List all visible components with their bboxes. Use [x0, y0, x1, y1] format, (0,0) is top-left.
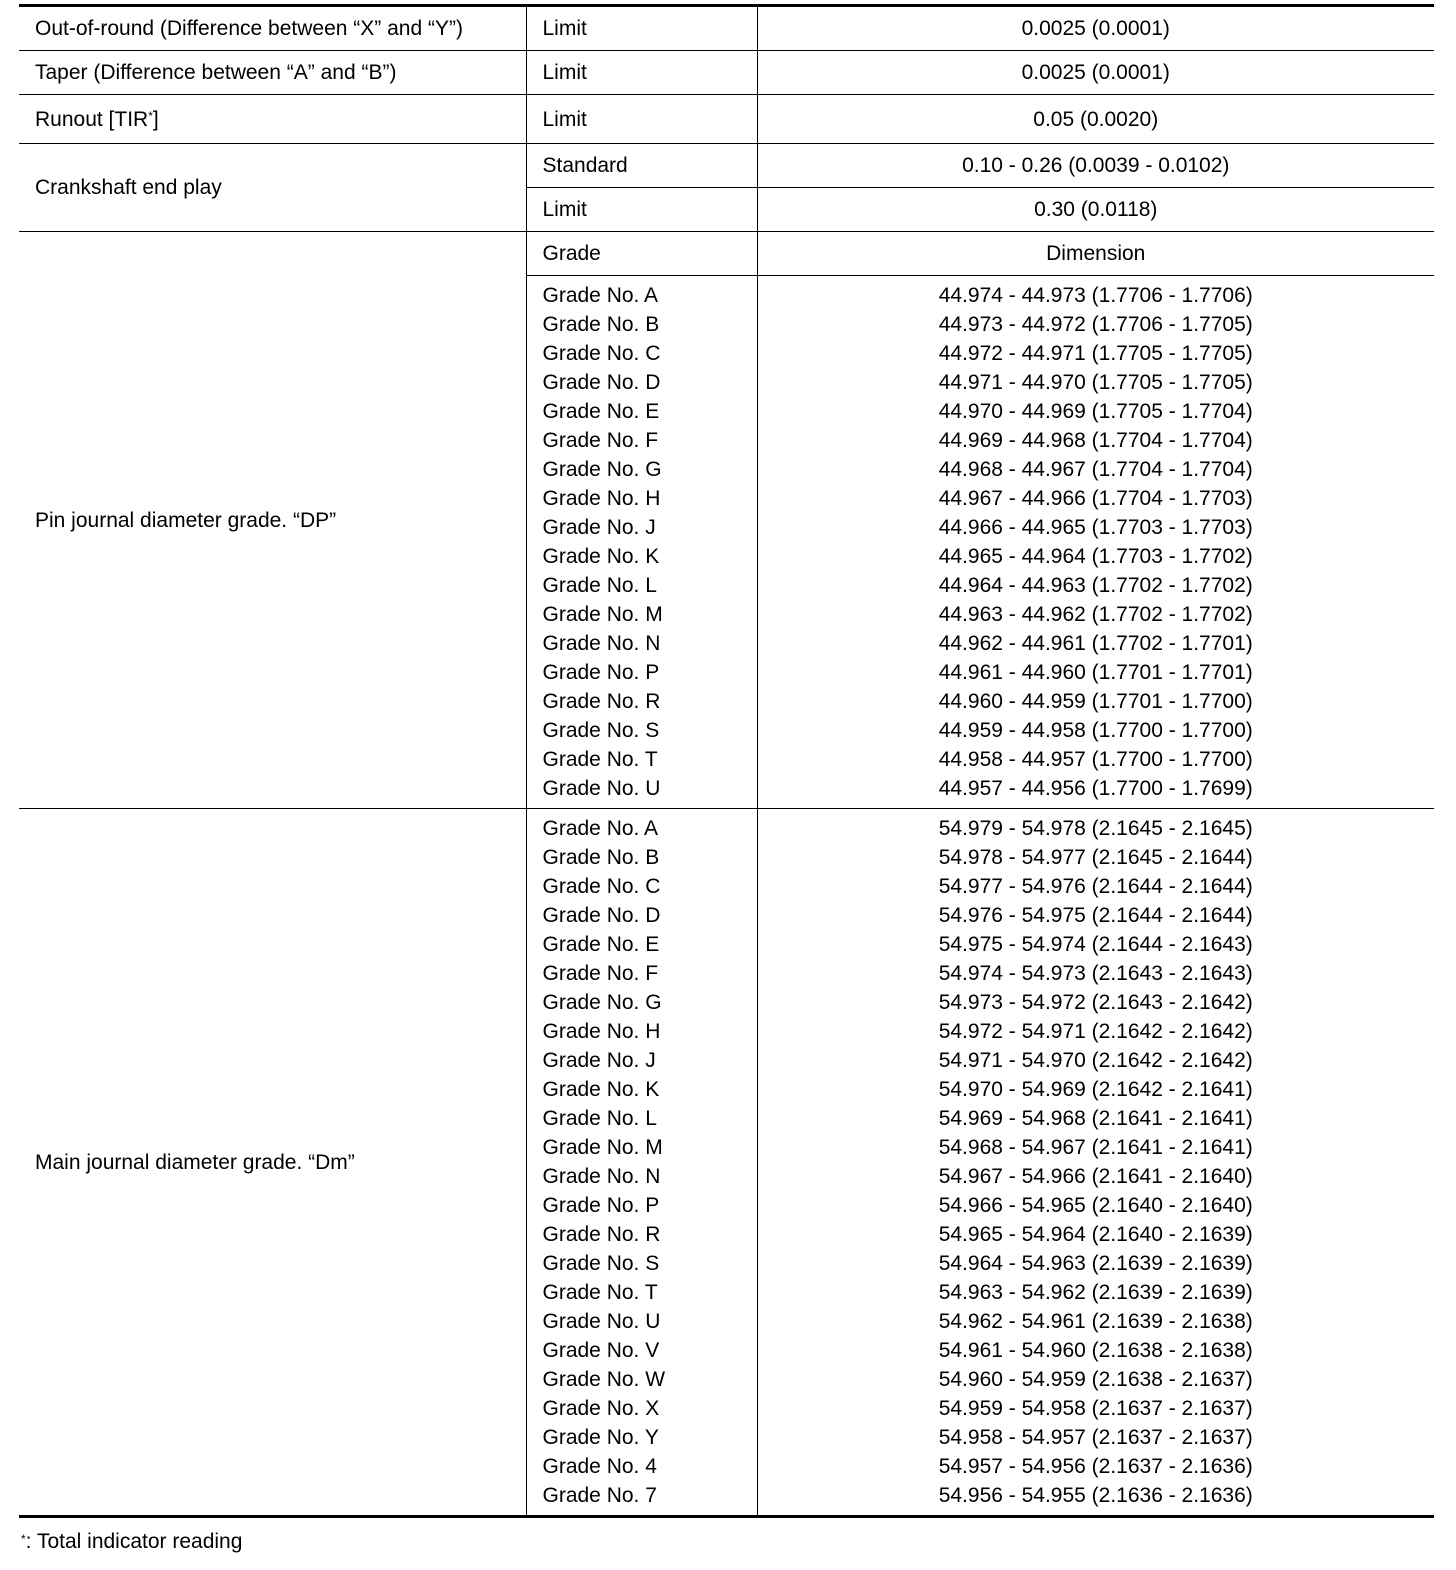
footnote	[21, 1527, 242, 1557]
grade-label: Grade No. H	[542, 487, 661, 510]
grade-label: Grade No. 7	[542, 1484, 657, 1507]
end-play-standard-row	[19, 144, 1434, 188]
grade-dimension: 44.959 - 44.958 (1.7700 - 1.7700)	[938, 719, 1253, 742]
grade-dimension: 44.971 - 44.970 (1.7705 - 1.7705)	[938, 371, 1253, 394]
grade-dimension: 54.968 - 54.967 (2.1641 - 2.1641)	[938, 1136, 1253, 1159]
footnote-mark: *	[21, 1532, 26, 1546]
grade-dimension: 44.967 - 44.966 (1.7704 - 1.7703)	[938, 487, 1253, 510]
runout-param-suffix: ]	[152, 107, 159, 131]
pin-journal-dimension-list	[757, 276, 1434, 809]
grade-label: Grade No. M	[542, 1136, 663, 1159]
grade-dimension: 44.969 - 44.968 (1.7704 - 1.7704)	[938, 429, 1253, 452]
grade-dimension: 54.976 - 54.975 (2.1644 - 2.1644)	[938, 904, 1253, 927]
out-of-round-param: Out-of-round (Difference between “X” and “Y”)	[19, 6, 526, 51]
grade-dimension: 54.962 - 54.961 (2.1639 - 2.1638)	[938, 1310, 1253, 1333]
grade-label: Grade No. R	[542, 690, 661, 713]
grade-dimension: 54.971 - 54.970 (2.1642 - 2.1642)	[938, 1049, 1253, 1072]
grade-dimension: 54.965 - 54.964 (2.1640 - 2.1639)	[938, 1223, 1253, 1246]
grade-label: Grade No. L	[542, 1107, 657, 1130]
out-of-round-type: Limit	[526, 6, 757, 51]
taper-param: Taper (Difference between “A” and “B”)	[19, 51, 526, 95]
grade-dimension: 44.960 - 44.959 (1.7701 - 1.7700)	[938, 690, 1253, 713]
grade-column-header: Grade	[526, 232, 757, 276]
grade-dimension: 54.969 - 54.968 (2.1641 - 2.1641)	[938, 1107, 1253, 1130]
grade-label: Grade No. 4	[542, 1455, 657, 1478]
footnote-text: : Total indicator reading	[25, 1530, 243, 1553]
grade-label: Grade No. U	[542, 777, 661, 800]
grade-dimension: 44.961 - 44.960 (1.7701 - 1.7701)	[938, 661, 1253, 684]
grade-dimension: 54.973 - 54.972 (2.1643 - 2.1642)	[938, 991, 1253, 1014]
grade-label: Grade No. Y	[542, 1426, 659, 1449]
grade-dimension: 54.970 - 54.969 (2.1642 - 2.1641)	[938, 1078, 1253, 1101]
end-play-limit-value: 0.30 (0.0118)	[757, 188, 1434, 232]
grade-dimension: 54.961 - 54.960 (2.1638 - 2.1638)	[938, 1339, 1253, 1362]
grade-label: Grade No. C	[542, 342, 661, 365]
grade-label: Grade No. A	[542, 817, 659, 840]
main-journal-grade-list	[526, 809, 757, 1517]
grade-dimension: 44.972 - 44.971 (1.7705 - 1.7705)	[938, 342, 1253, 365]
grade-label: Grade No. X	[542, 1397, 660, 1420]
end-play-param: Crankshaft end play	[19, 144, 526, 232]
runout-param	[19, 95, 526, 144]
grade-label: Grade No. T	[542, 748, 658, 771]
grade-label: Grade No. J	[542, 1049, 656, 1072]
runout-param-prefix: Runout [TIR	[35, 107, 149, 131]
grade-dimension: 54.979 - 54.978 (2.1645 - 2.1645)	[938, 817, 1253, 840]
runout-value: 0.05 (0.0020)	[757, 95, 1434, 144]
grade-dimension: 44.973 - 44.972 (1.7706 - 1.7705)	[938, 313, 1253, 336]
grade-label: Grade No. U	[542, 1310, 661, 1333]
grade-label: Grade No. S	[542, 719, 660, 742]
grade-dimension: 54.966 - 54.965 (2.1640 - 2.1640)	[938, 1194, 1253, 1217]
grade-dimension: 44.962 - 44.961 (1.7702 - 1.7701)	[938, 632, 1253, 655]
taper-type: Limit	[526, 51, 757, 95]
end-play-standard-value: 0.10 - 0.26 (0.0039 - 0.0102)	[757, 144, 1434, 188]
grade-dimension: 44.968 - 44.967 (1.7704 - 1.7704)	[938, 458, 1253, 481]
end-play-standard-label: Standard	[526, 144, 757, 188]
grade-label: Grade No. F	[542, 429, 659, 452]
grade-dimension: 54.977 - 54.976 (2.1644 - 2.1644)	[938, 875, 1253, 898]
dimension-column-header: Dimension	[757, 232, 1434, 276]
grade-dimension: 54.960 - 54.959 (2.1638 - 2.1637)	[938, 1368, 1253, 1391]
grade-dimension: 54.974 - 54.973 (2.1643 - 2.1643)	[938, 962, 1253, 985]
grade-label: Grade No. A	[542, 284, 659, 307]
grade-label: Grade No. D	[542, 371, 661, 394]
grade-label: Grade No. W	[542, 1368, 666, 1391]
grade-dimension: 54.975 - 54.974 (2.1644 - 2.1643)	[938, 933, 1253, 956]
grade-label: Grade No. N	[542, 1165, 661, 1188]
grade-label: Grade No. G	[542, 991, 662, 1014]
grade-label: Grade No. B	[542, 313, 660, 336]
grade-label: Grade No. N	[542, 632, 661, 655]
grade-label: Grade No. E	[542, 933, 660, 956]
grade-dimension: 44.970 - 44.969 (1.7705 - 1.7704)	[938, 400, 1253, 423]
grade-dimension: 54.959 - 54.958 (2.1637 - 2.1637)	[938, 1397, 1253, 1420]
grade-label: Grade No. C	[542, 875, 661, 898]
grade-dimension: 44.974 - 44.973 (1.7706 - 1.7706)	[938, 284, 1253, 307]
main-journal-grades-row	[19, 809, 1434, 1517]
grade-dimension: 54.957 - 54.956 (2.1637 - 2.1636)	[938, 1455, 1253, 1478]
grade-label: Grade No. G	[542, 458, 662, 481]
taper-value: 0.0025 (0.0001)	[757, 51, 1434, 95]
grade-dimension: 44.966 - 44.965 (1.7703 - 1.7703)	[938, 516, 1253, 539]
grade-dimension: 54.958 - 54.957 (2.1637 - 2.1637)	[938, 1426, 1253, 1449]
grade-dimension: 54.956 - 54.955 (2.1636 - 2.1636)	[938, 1484, 1253, 1507]
grade-dimension: 54.963 - 54.962 (2.1639 - 2.1639)	[938, 1281, 1253, 1304]
crankshaft-spec-table	[19, 4, 1434, 1518]
grade-dimension: 54.978 - 54.977 (2.1645 - 2.1644)	[938, 846, 1253, 869]
runout-footnote-mark: *	[148, 108, 153, 123]
grade-label: Grade No. P	[542, 661, 660, 684]
main-journal-param: Main journal diameter grade. “Dm”	[19, 809, 526, 1517]
grade-label: Grade No. S	[542, 1252, 660, 1275]
grade-dimension: 44.964 - 44.963 (1.7702 - 1.7702)	[938, 574, 1253, 597]
end-play-limit-label: Limit	[526, 188, 757, 232]
grade-label: Grade No. L	[542, 574, 657, 597]
grade-label: Grade No. M	[542, 603, 663, 626]
grade-label: Grade No. F	[542, 962, 659, 985]
grade-label: Grade No. B	[542, 846, 660, 869]
pin-journal-grade-list	[526, 276, 757, 809]
grade-dimension: 44.963 - 44.962 (1.7702 - 1.7702)	[938, 603, 1253, 626]
grade-label: Grade No. T	[542, 1281, 658, 1304]
grade-label: Grade No. P	[542, 1194, 660, 1217]
out-of-round-row	[19, 6, 1434, 51]
taper-row	[19, 51, 1434, 95]
grade-label: Grade No. V	[542, 1339, 660, 1362]
grade-dimension: 44.957 - 44.956 (1.7700 - 1.7699)	[938, 777, 1253, 800]
grade-dimension: 54.972 - 54.971 (2.1642 - 2.1642)	[938, 1020, 1253, 1043]
grade-dimension: 44.958 - 44.957 (1.7700 - 1.7700)	[938, 748, 1253, 771]
grade-label: Grade No. E	[542, 400, 660, 423]
grade-label: Grade No. H	[542, 1020, 661, 1043]
grade-dimension: 54.967 - 54.966 (2.1641 - 2.1640)	[938, 1165, 1253, 1188]
out-of-round-value: 0.0025 (0.0001)	[757, 6, 1434, 51]
runout-row	[19, 95, 1434, 144]
runout-type: Limit	[526, 95, 757, 144]
grade-label: Grade No. D	[542, 904, 661, 927]
pin-journal-header-row	[19, 232, 1434, 276]
main-journal-dimension-list	[757, 809, 1434, 1517]
grade-label: Grade No. R	[542, 1223, 661, 1246]
grade-label: Grade No. K	[542, 1078, 660, 1101]
pin-journal-param: Pin journal diameter grade. “DP”	[19, 232, 526, 809]
grade-label: Grade No. K	[542, 545, 660, 568]
grade-dimension: 44.965 - 44.964 (1.7703 - 1.7702)	[938, 545, 1253, 568]
grade-label: Grade No. J	[542, 516, 656, 539]
grade-dimension: 54.964 - 54.963 (2.1639 - 2.1639)	[938, 1252, 1253, 1275]
